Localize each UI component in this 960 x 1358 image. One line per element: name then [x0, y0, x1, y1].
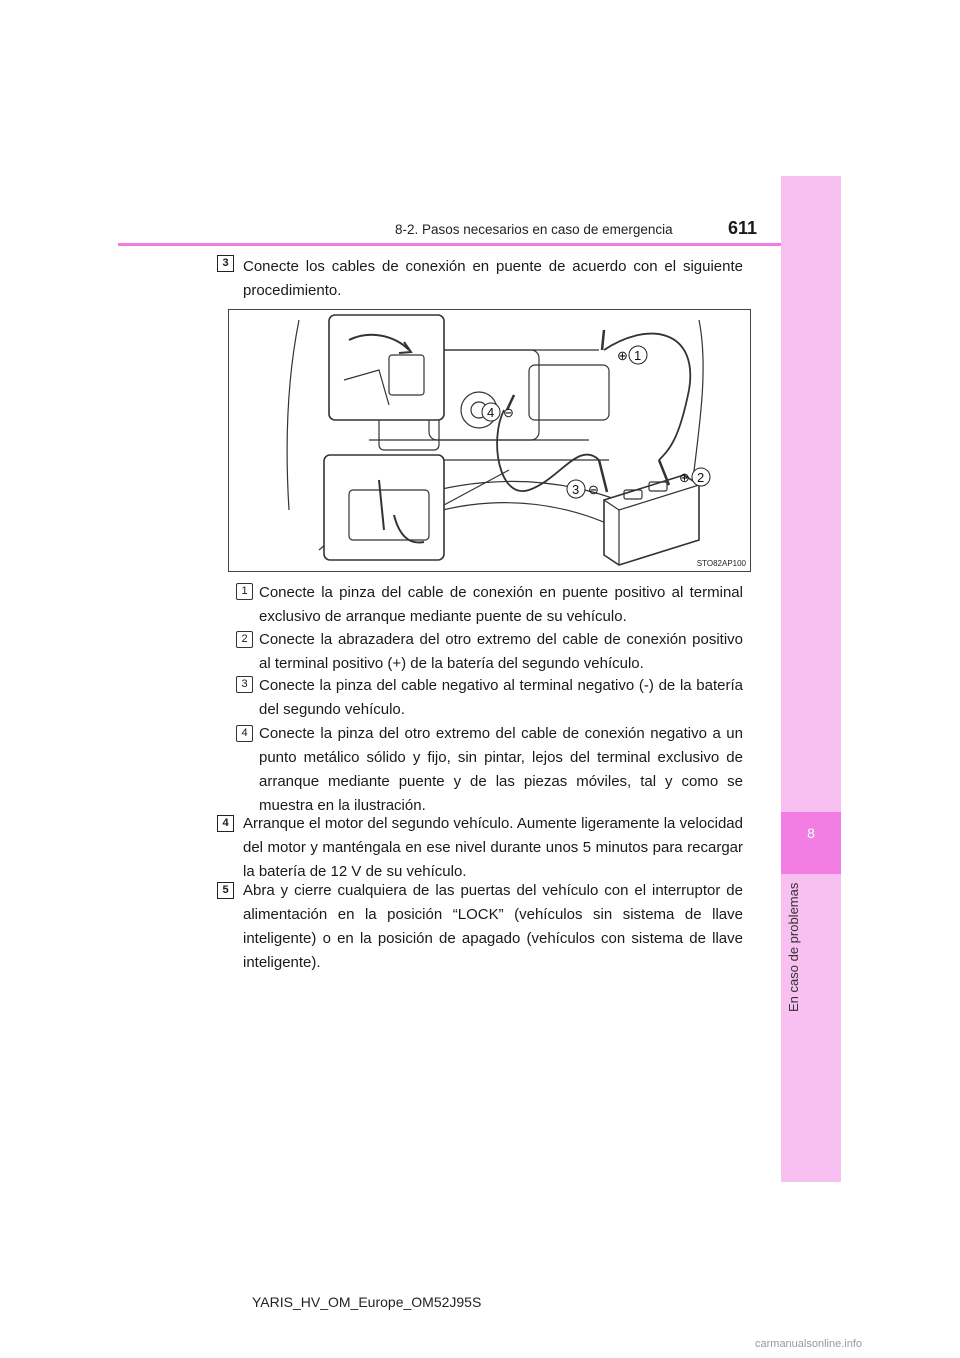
- chapter-number-tab: [781, 812, 841, 874]
- chapter-title: En caso de problemas: [786, 882, 801, 1012]
- section-title: 8-2. Pasos necesarios en caso de emergencia: [395, 222, 673, 237]
- chapter-number: 8: [807, 825, 815, 841]
- header-rule: [118, 243, 781, 246]
- page-number: 611: [728, 218, 758, 238]
- substep-text: Conecte la pinza del otro extremo del cable de conexión negativo a un punto metálico sólido y fijo, sin pintar, lejos del terminal exclusivo de arranque mediante puente y de las piezas móviles, tal y como se muestra en la ilustración.: [259, 725, 743, 814]
- substep-text: Conecte la pinza del cable de conexión en puente positivo al terminal exclusivo de arranque mediante puente de su vehículo.: [259, 584, 743, 625]
- substep-number: 3: [236, 676, 253, 693]
- document-code: YARIS_HV_OM_Europe_OM52J95S: [252, 1294, 482, 1310]
- step-text: Arranque el motor del segundo vehículo. Aumente ligeramente la velocidad del motor y manténgala en ese nivel durante unos 5 minutos para recargar la batería de 12 V de su vehículo.: [243, 815, 743, 880]
- site-watermark: carmanualsonline.info: [755, 1338, 863, 1350]
- substep-number: 1: [236, 583, 253, 600]
- substep-text: Conecte la pinza del cable negativo al terminal negativo (-) de la batería del segundo vehículo.: [259, 677, 743, 718]
- step-text: Conecte los cables de conexión en puente de acuerdo con el siguiente procedimiento.: [243, 258, 743, 299]
- jump-start-illustration: [228, 309, 751, 572]
- step-text: Abra y cierre cualquiera de las puertas del vehículo con el interruptor de alimentación en la posición “LOCK” (vehículos sin sistema de llave inteligente) o en la posición de apagado (vehículos con sistema de llave inteligente).: [243, 882, 743, 971]
- substep-text: Conecte la abrazadera del otro extremo del cable de conexión positivo al terminal positivo (+) de la batería del segundo vehículo.: [259, 631, 743, 672]
- callout-1: 1: [634, 348, 642, 363]
- callout-4: 4: [487, 405, 495, 420]
- callout-2: 2: [697, 470, 705, 485]
- svg-text:⊖: ⊖: [588, 482, 599, 497]
- svg-text:⊕: ⊕: [617, 348, 628, 363]
- callout-3: 3: [572, 482, 580, 497]
- chapter-side-tab: [781, 176, 841, 1182]
- figure-id: STO82AP100: [696, 559, 746, 568]
- step-number-box: 3: [217, 255, 234, 272]
- substep-number: 2: [236, 631, 253, 648]
- substep-number: 4: [236, 725, 253, 742]
- engine-bay-drawing: [229, 310, 750, 571]
- step-number-box: 5: [217, 882, 234, 899]
- svg-text:⊕: ⊕: [679, 470, 690, 485]
- step-number-box: 4: [217, 815, 234, 832]
- svg-text:⊖: ⊖: [503, 405, 514, 420]
